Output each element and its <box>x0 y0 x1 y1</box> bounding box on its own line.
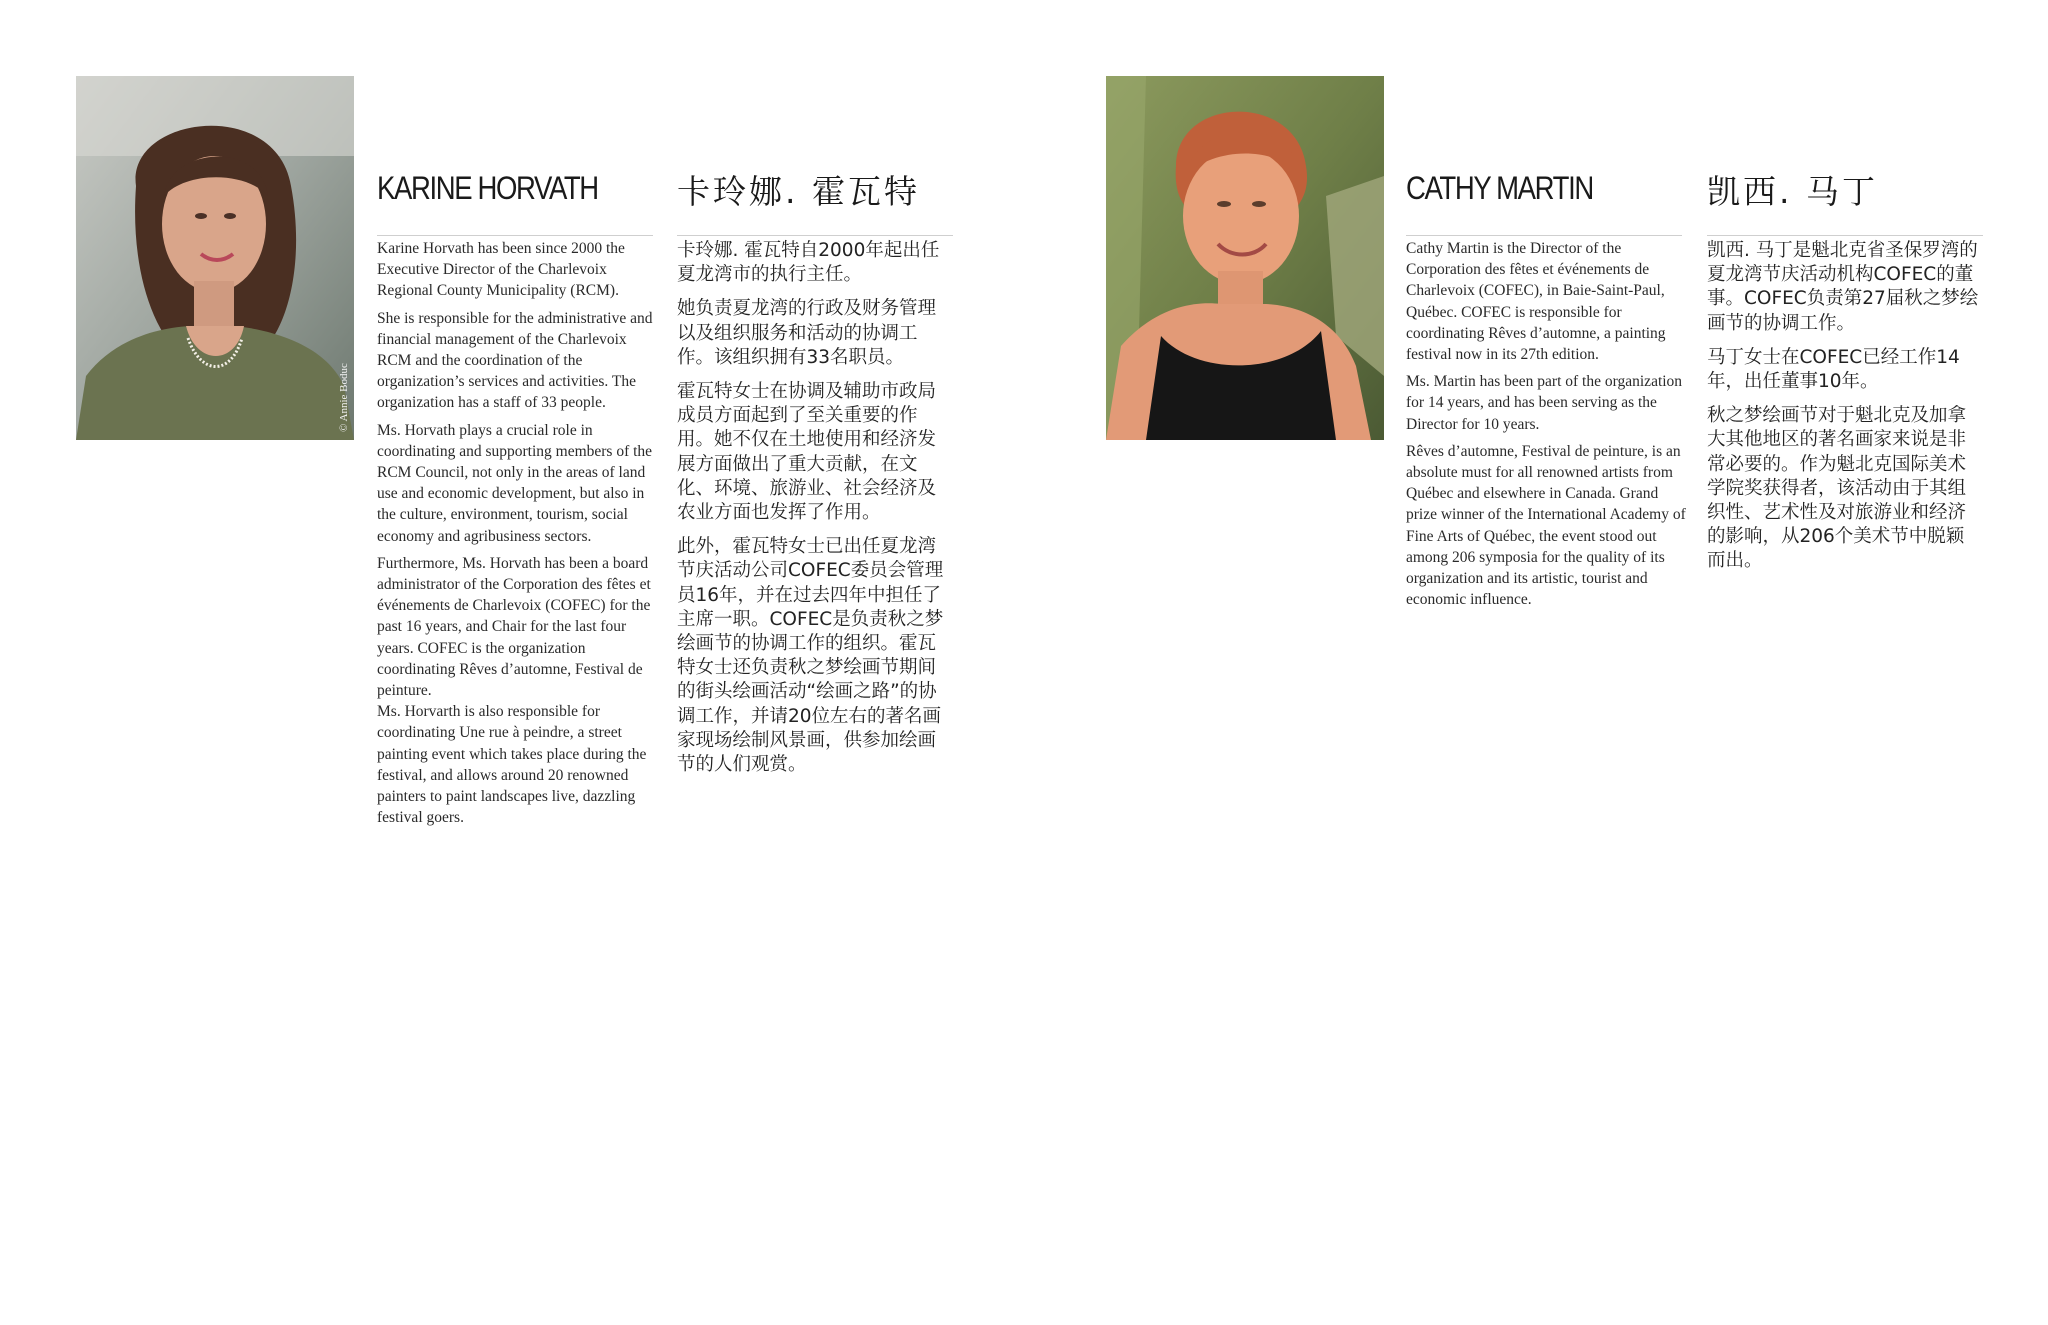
portrait-photo-cathy-martin <box>1106 76 1384 440</box>
bio-paragraph: Ms. Horvath plays a crucial role in coordinating and supporting members of the RCM Council, not only in the areas of land use and economic development, but also in the culture, environment, tourism, social economy and agribusiness sectors. <box>377 421 653 545</box>
bio-paragraph: 马丁女士在COFEC已经工作14年，出任董事10年。 <box>1707 346 1960 393</box>
bio-paragraph: 霍瓦特女士在协调及辅助市政局成员方面起到了至关重要的作用。她不仅在土地使用和经济发展方面做出了重大贡献，在文化、环境、旅游业、社会经济及农业方面也发挥了作用。 <box>677 381 937 524</box>
portrait-photo-karine-horvath <box>76 76 354 440</box>
english-name: CATHY MARTIN <box>1406 170 1593 206</box>
chinese-bio <box>677 239 952 787</box>
english-bio <box>377 238 659 834</box>
bio-paragraph: 她负责夏龙湾的行政及财务管理以及组织服务和活动的协调工作。该组织拥有33名职员。 <box>677 298 937 368</box>
portrait-image <box>1106 76 1384 440</box>
divider <box>377 235 653 236</box>
bio-paragraph: Cathy Martin is the Director of the Corporation des fêtes et événements de Charlevoix (COFEC), in Baie-Saint-Paul, Québec. COFEC is responsible for coordinating Rêves d’automne, a painting festival now in its 27th edition. <box>1406 240 1666 364</box>
chinese-bio <box>1707 239 1982 584</box>
english-bio <box>1406 238 1688 616</box>
english-name: KARINE HORVATH <box>377 170 598 206</box>
bio-paragraph: Ms. Martin has been part of the organization for 14 years, and has been serving as the Director for 10 years. <box>1406 373 1683 433</box>
chinese-name: 凯西. 马丁 <box>1707 172 1878 211</box>
chinese-name: 卡玲娜. 霍瓦特 <box>677 172 920 211</box>
bio-paragraph: Karine Horvath has been since 2000 the Executive Director of the Charlevoix Regional County Municipality (RCM). <box>377 240 625 300</box>
bio-paragraph: 卡玲娜. 霍瓦特自2000年起出任夏龙湾市的执行主任。 <box>677 240 940 286</box>
divider <box>677 235 953 236</box>
bio-paragraph: She is responsible for the administrative and financial management of the Charlevoix RCM and the coordination of the organization’s services and activities. The organization has a staff of 33 people. <box>377 309 653 412</box>
profile-name-en <box>1406 170 1686 207</box>
profile-name-cn <box>677 166 957 213</box>
bio-paragraph: 凯西. 马丁是魁北克省圣保罗湾的夏龙湾节庆活动机构COFEC的董事。COFEC负责第27届秋之梦绘画节的协调工作。 <box>1707 240 1979 334</box>
divider <box>1707 235 1983 236</box>
profile-name-en <box>377 170 657 207</box>
photo-credit: © Annie Boduc <box>338 363 350 432</box>
portrait-image <box>76 76 354 440</box>
bio-paragraph: 此外，霍瓦特女士已出任夏龙湾节庆活动公司COFEC委员会管理员16年，并在过去四年中担任了主席一职。COFEC是负责秋之梦绘画节的协调工作的组织。霍瓦特女士还负责秋之梦绘画节期间的街头绘画活动“绘画之路”的协调工作，并请20位左右的著名画家现场绘制风景画，供参加绘画节的人们观赏。 <box>677 536 944 776</box>
bio-paragraph: Rêves d’automne, Festival de peinture, is an absolute must for all renowned artists from Québec and elsewhere in Canada. Grand prize winner of the International Academy of Fine Arts of Québec, the event stood out among 206 symposia for the quality of its organization and its artistic, tourist and economic influence. <box>1406 442 1686 609</box>
bio-paragraph: Ms. Horvarth is also responsible for coordinating Une rue à peindre, a street painting event which takes place during the festival, and allows around 20 renowned painters to paint landscapes live, dazzling festival goers. <box>377 703 647 827</box>
profile-name-cn <box>1707 166 1987 213</box>
bio-paragraph: 秋之梦绘画节对于魁北克及加拿大其他地区的著名画家来说是非常必要的。作为魁北克国际美术学院奖获得者，该活动由于其组织性、艺术性及对旅游业和经济的影响，从206个美术节中脱颖而出。 <box>1707 405 1967 572</box>
bio-paragraph: Furthermore, Ms. Horvath has been a board administrator of the Corporation des fêtes et événements de Charlevoix (COFEC) for the past 16 years, and Chair for the last four years. COFEC is the organization coordinating Rêves d’automne, Festival de peinture. <box>377 554 651 700</box>
divider <box>1406 235 1682 236</box>
